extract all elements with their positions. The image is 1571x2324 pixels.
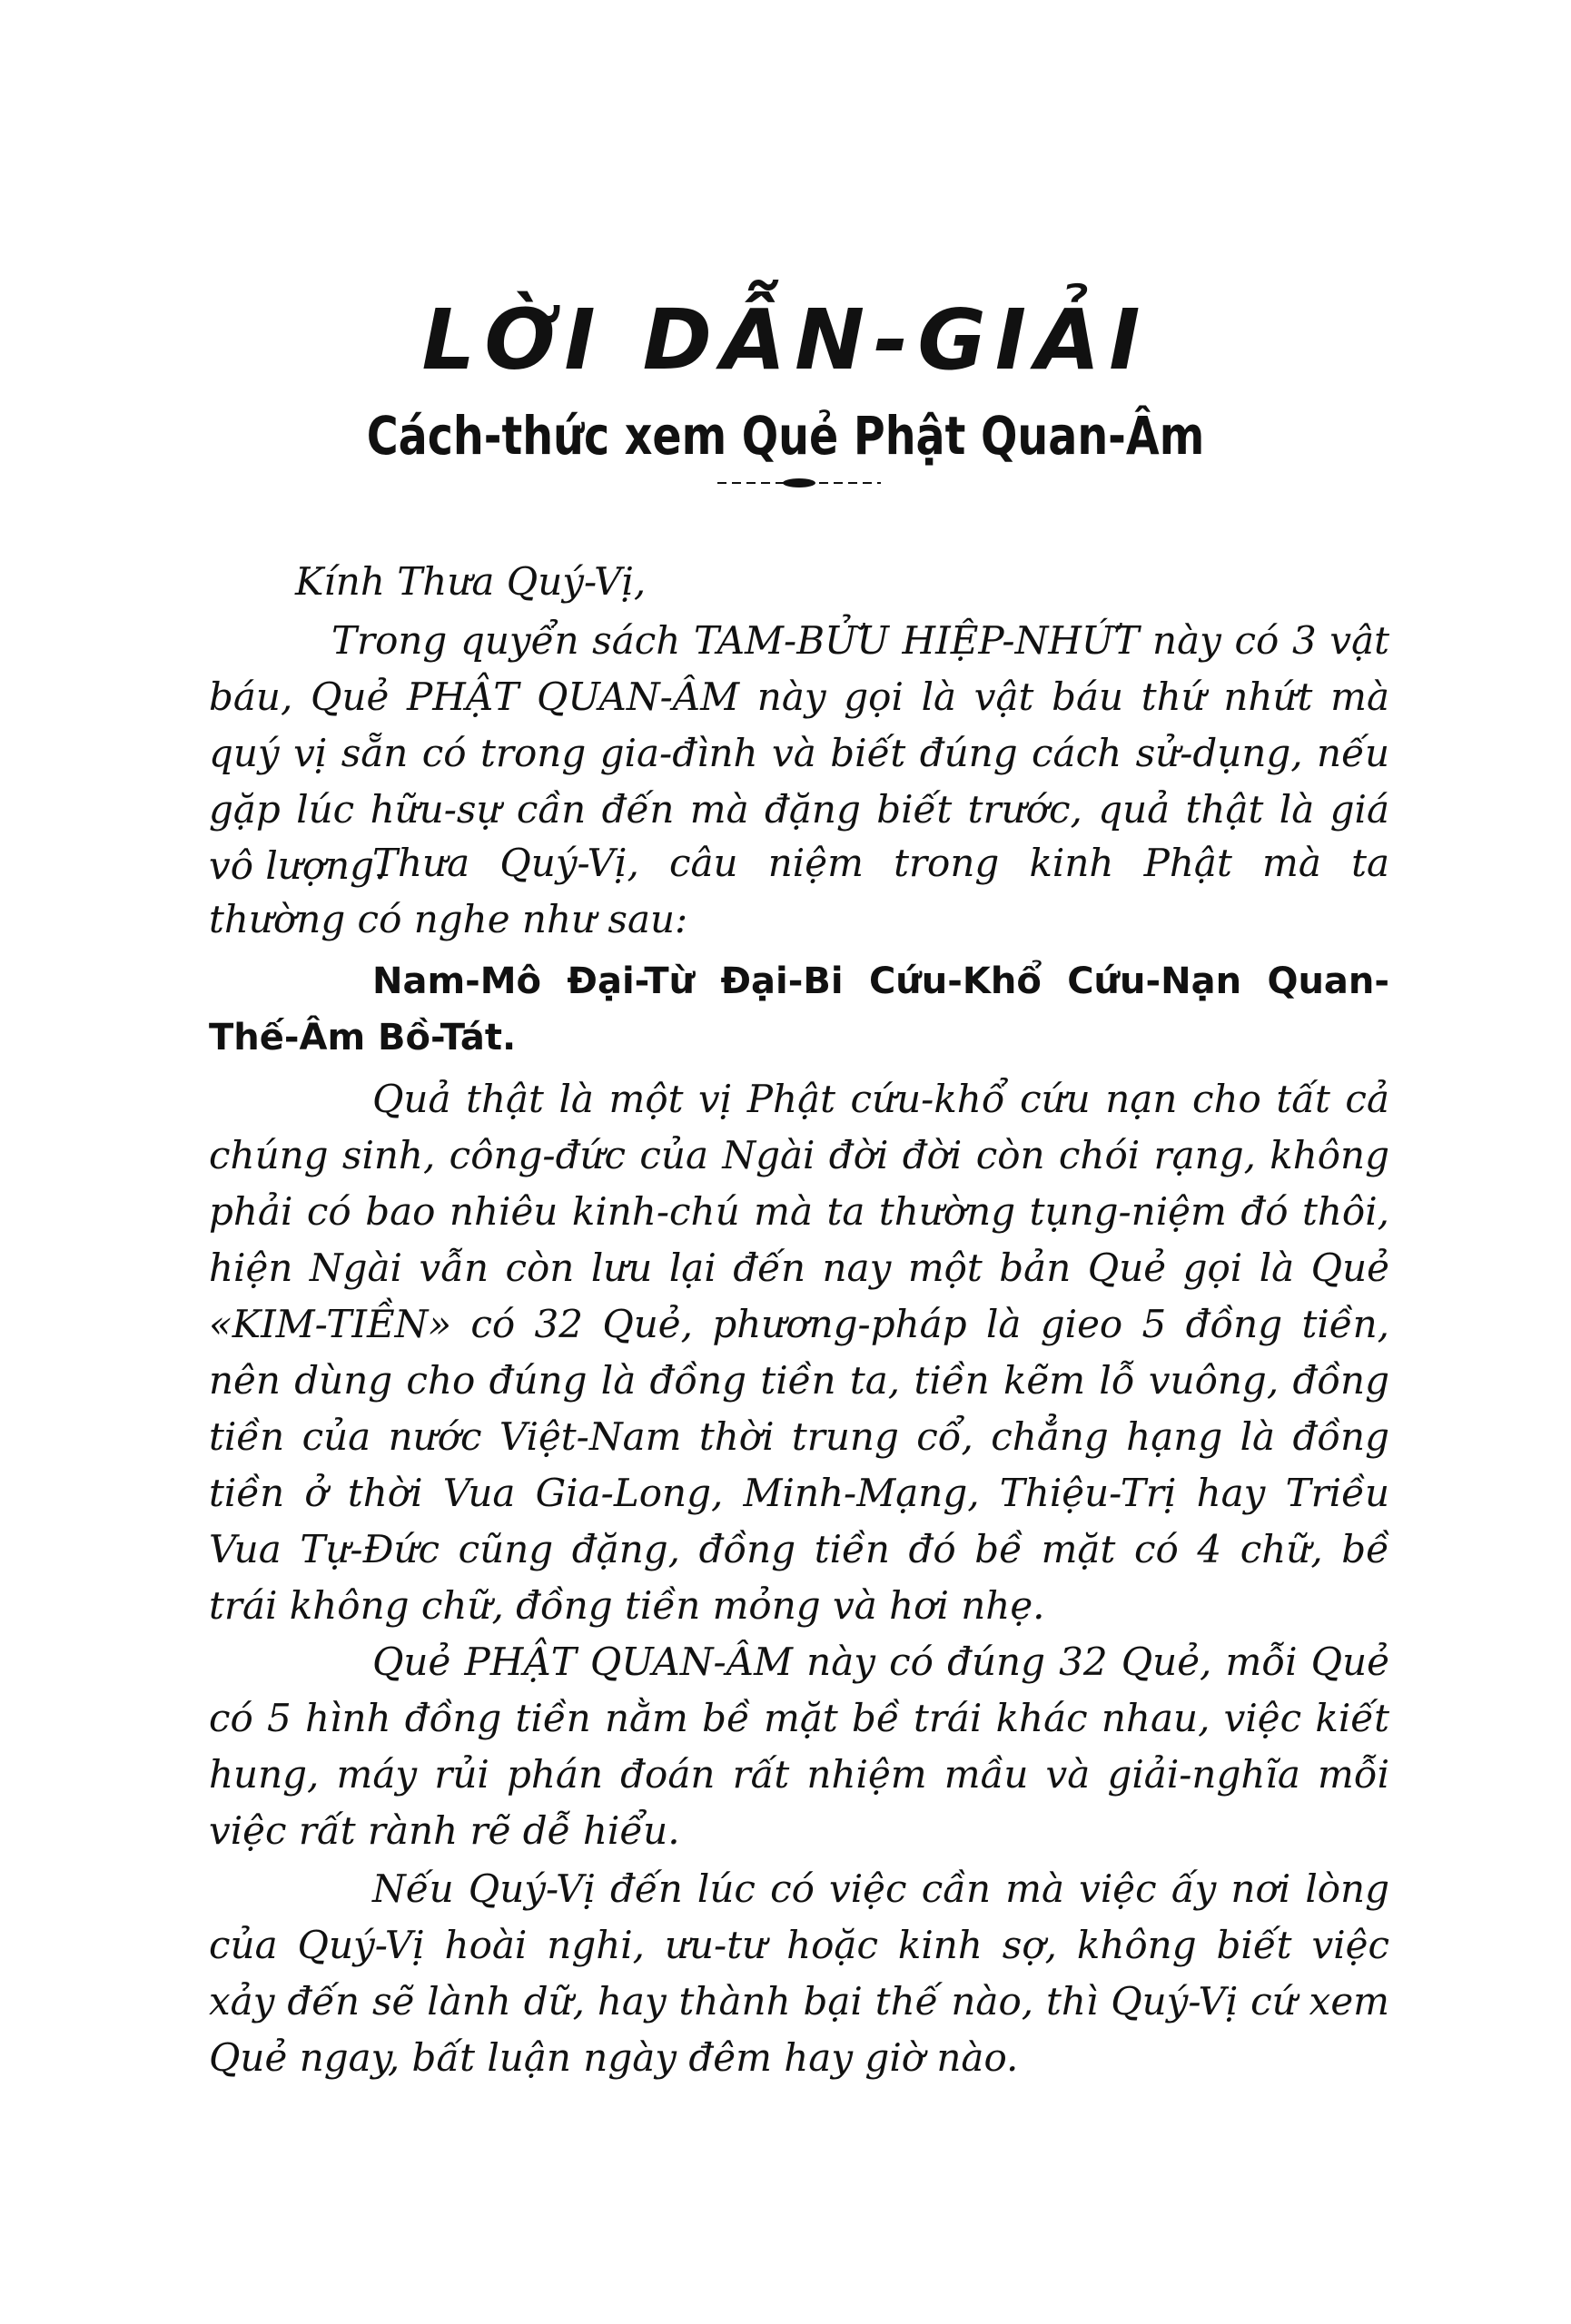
paragraph-3: Quả thật là một vị Phật cứu-khổ cứu nạn cho tất cả chúng sinh, công-đức của Ngài đời đời còn chói rạng, không phải có bao nhiêu kinh-chú mà ta thường tụng-niệm đó thôi, hiện Ngài vẫn còn lưu lại đến nay một bản Quẻ gọi là Quẻ «KIM-TIỀN» có 32 Quẻ, phương-pháp là gieo 5 đồng tiền, nên dùng cho đúng là đồng tiền ta, tiền kẽm lỗ vuông, đồng tiền của nước Việt-Nam thời trung cổ, chẳng hạng là đồng tiền ở thời Vua Gia-Long, Minh-Mạng, Thiệu-Trị hay Triều Vua Tự-Đức cũng đặng, đồng tiền đó bề mặt có 4 chữ, bề trái không chữ, đồng tiền mỏng và hơi nhẹ. <box>209 1077 1389 1628</box>
mantra-line: Nam-Mô Đại-Từ Đại-Bi Cứu-Khổ Cứu-Nạn Quan-Thế-Âm Bồ-Tát. <box>209 960 1389 1059</box>
ornament-divider <box>717 477 881 489</box>
paragraph-4: Quẻ PHẬT QUAN-ÂM này có đúng 32 Quẻ, mỗi Quẻ có 5 hình đồng tiền nằm bề mặt bề trái khác nhau, việc kiết hung, máy rủi phán đoán rất nhiệm mầu và giải-nghĩa mỗi việc rất rành rẽ dễ hiểu. <box>209 1640 1389 1853</box>
page-subtitle: Cách-thức xem Quẻ Phật Quan-Âm <box>366 405 1205 467</box>
page-title: LỜI DẪN-GIẢI <box>421 291 1150 389</box>
paragraph-5: Nếu Quý-Vị đến lúc có việc cần mà việc ấy nơi lòng của Quý-Vị hoài nghi, ưu-tư hoặc kinh sợ, không biết việc xảy đến sẽ lành dữ, hay thành bại thế nào, thì Quý-Vị cứ xem Quẻ ngay, bất luận ngày đêm hay giờ nào. <box>209 1866 1389 2080</box>
paragraph-2: Thưa Quý-Vị, câu niệm trong kinh Phật mà ta thường có nghe như sau: <box>209 841 1389 941</box>
paragraph-1: Trong quyển sách TAM-BỬU HIỆP-NHỨT này có 3 vật báu, Quẻ PHẬT QUAN-ÂM này gọi là vật báu thứ nhứt mà quý vị sẵn có trong gia-đình và biết đúng cách sử-dụng, nếu gặp lúc hữu-sự cần đến mà đặng biết trước, quả thật là giá vô lượng. <box>209 618 1389 888</box>
salutation: Kính Thưa Quý-Vị, <box>295 559 647 604</box>
